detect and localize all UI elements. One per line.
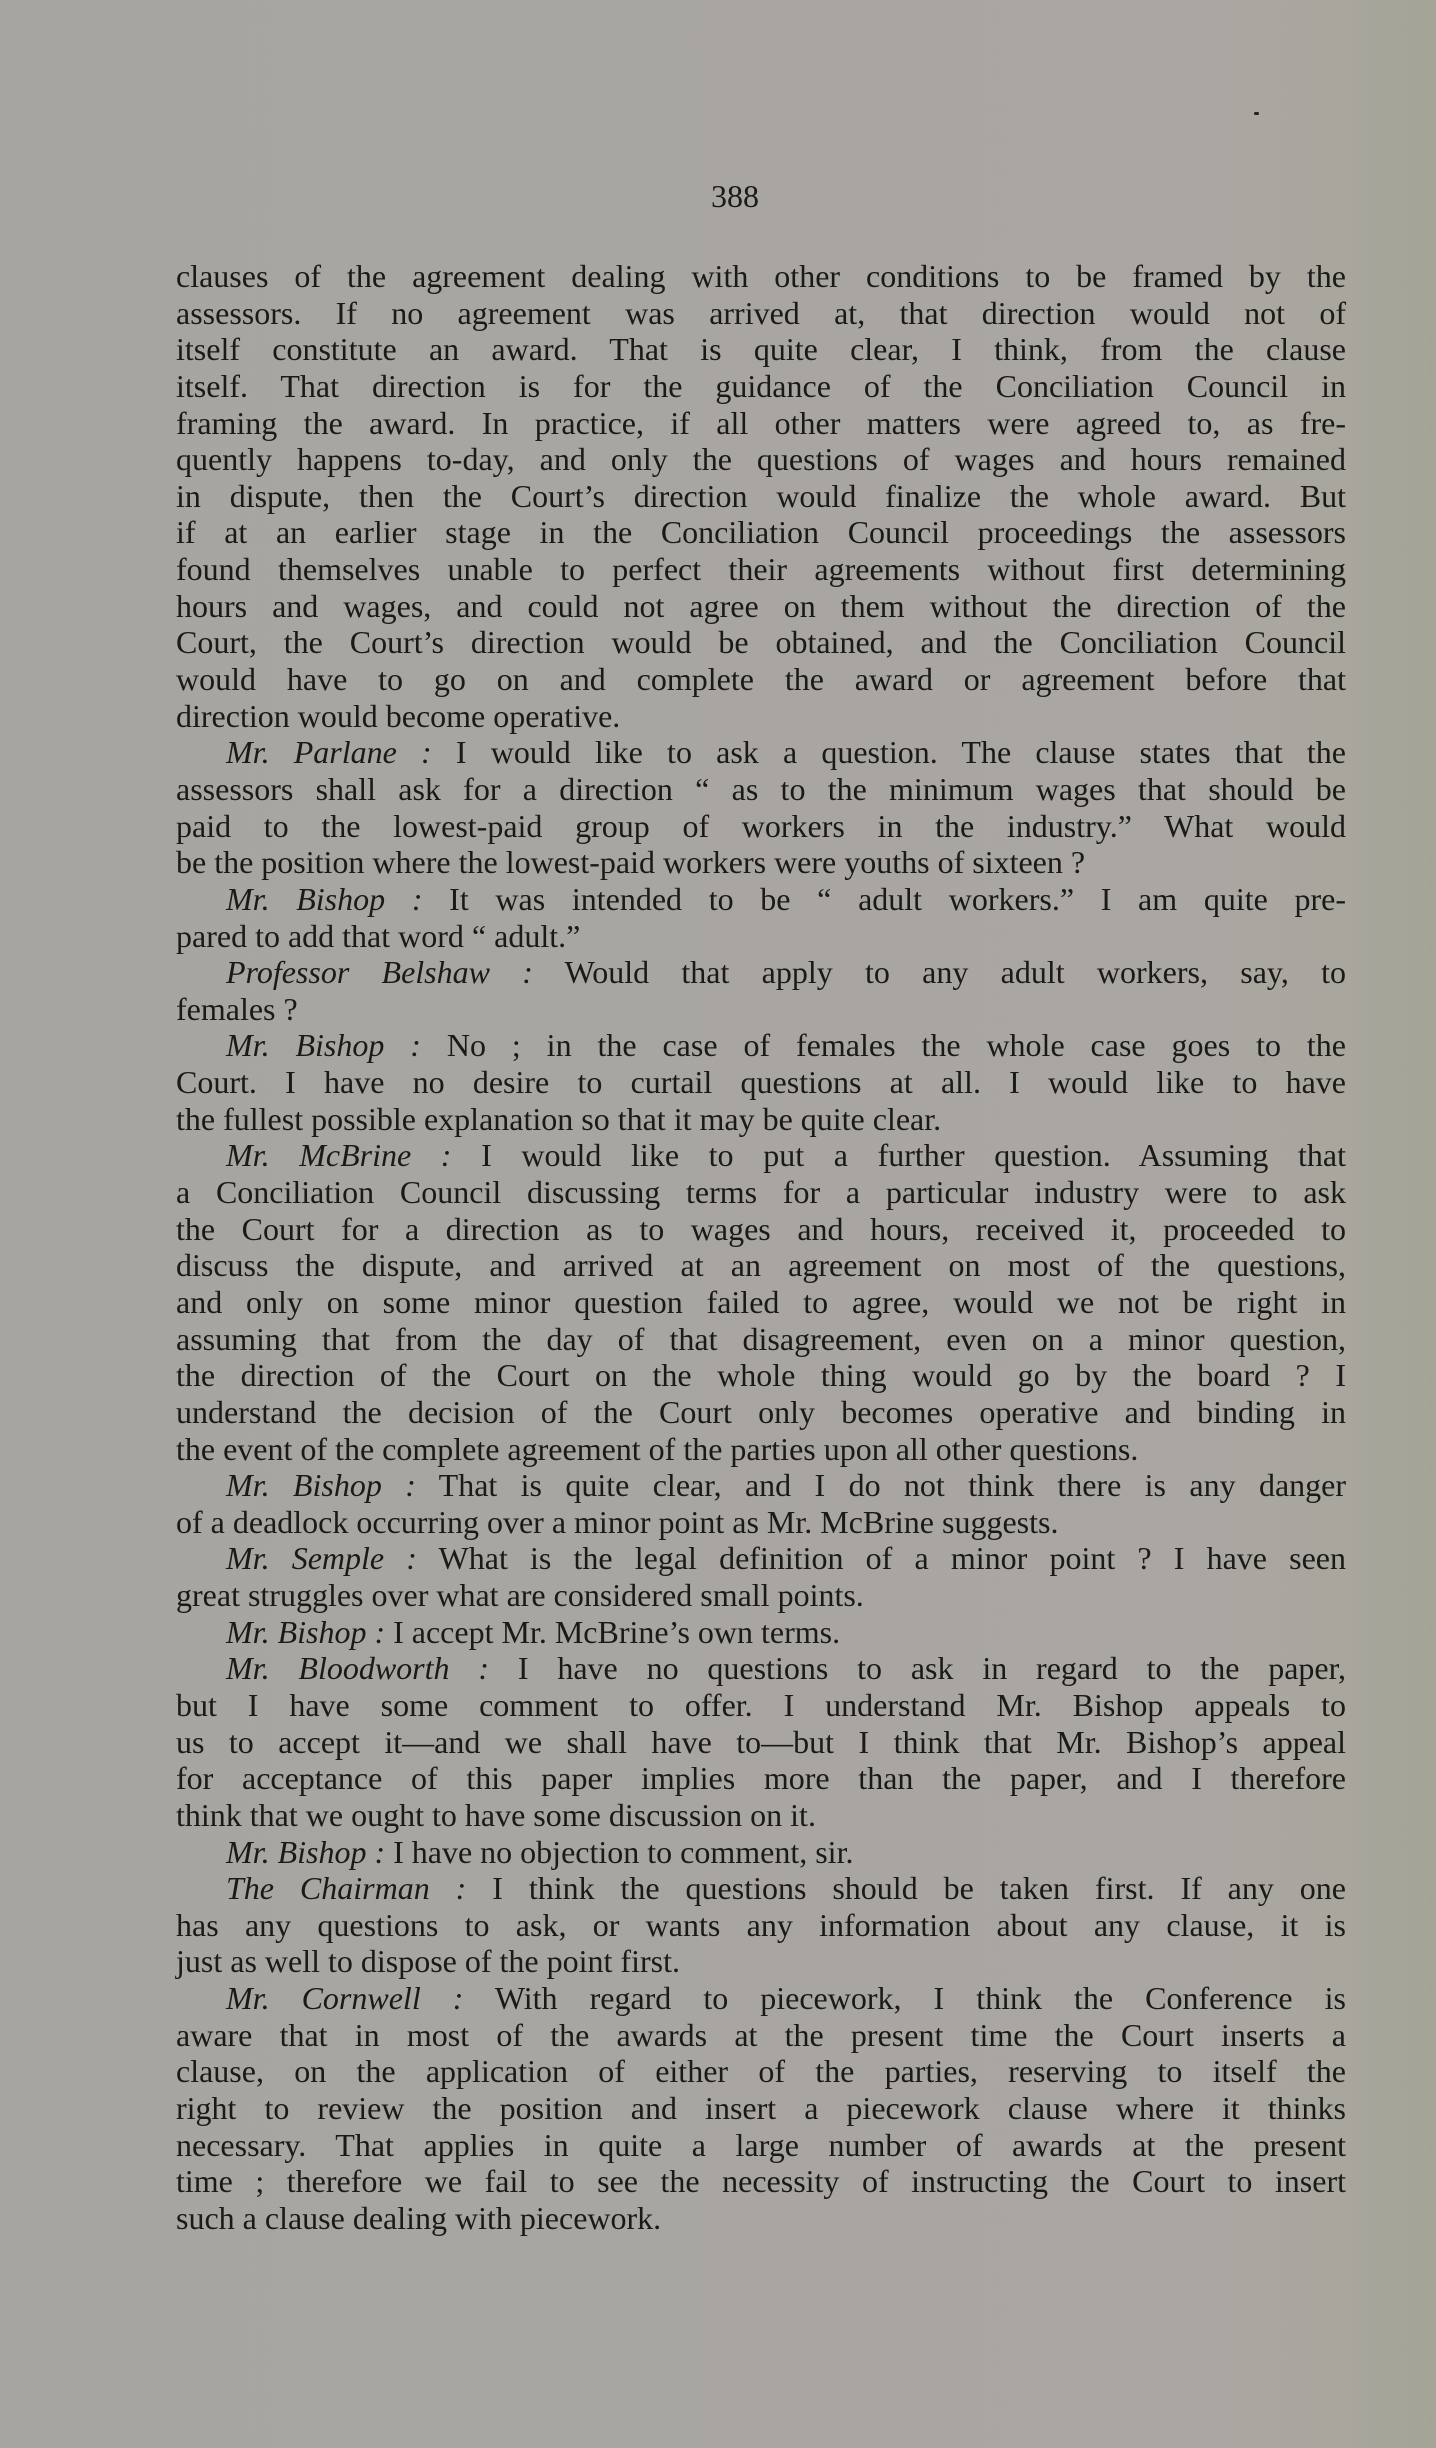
speech-paragraph (176, 1137, 1346, 1467)
text-line (176, 698, 1346, 735)
line-text: No ; in the case of females the whole case goes to the (420, 1027, 1347, 1064)
line-text: understand the decision of the Court only becomes operative and binding in (176, 1393, 1346, 1430)
line-text: the Court for a direction as to wages and hours, received it, proceeded to (176, 1210, 1346, 1247)
line-text: Court, the Court’s direction would be obtained, and the Conciliation Council (176, 624, 1346, 661)
line-text: time ; therefore we fail to see the necessity of instructing the Court to insert (176, 2163, 1346, 2200)
text-line (176, 1943, 1346, 1980)
text-line (176, 1467, 1346, 1504)
text-line (176, 771, 1346, 808)
text-line (176, 1174, 1346, 1211)
line-text: the fullest possible explanation so that it may be quite clear. (176, 1100, 942, 1137)
scan-speck (1254, 112, 1259, 115)
line-text: necessary. That applies in quite a large number of awards at the present (176, 2126, 1346, 2163)
line-text: discuss the dispute, and arrived at an agreement on most of the questions, (176, 1247, 1346, 1284)
text-line (176, 661, 1346, 698)
text-line (176, 1540, 1346, 1577)
line-text: hours and wages, and could not agree on them without the direction of the (176, 587, 1346, 624)
text-line (176, 331, 1346, 368)
speech-paragraph (176, 1980, 1346, 2236)
line-text: It was intended to be “ adult workers.” I am quite pre- (422, 880, 1347, 917)
text-line (176, 551, 1346, 588)
line-text: but I have some comment to offer. I understand Mr. Bishop appeals to (176, 1686, 1346, 1723)
line-text: a Conciliation Council discussing terms for a particular industry were to ask (176, 1174, 1346, 1211)
line-text: itself. That direction is for the guidance of the Conciliation Council in (176, 367, 1346, 404)
text-line (176, 1687, 1346, 1724)
line-text: With regard to piecework, I think the Conference is (463, 1980, 1347, 2017)
text-line (176, 2053, 1346, 2090)
text-line (176, 881, 1346, 918)
text-line (176, 1027, 1346, 1064)
line-text: Court. I have no desire to curtail questions at all. I would like to have (176, 1064, 1346, 1101)
text-line (176, 1907, 1346, 1944)
text-line (176, 1797, 1346, 1834)
speaker-name: Mr. Bishop : (226, 1467, 416, 1504)
line-text: and only on some minor question failed to agree, would we not be right in (176, 1283, 1346, 1320)
text-line (176, 1760, 1346, 1797)
text-line (176, 1394, 1346, 1431)
line-text: I accept Mr. McBrine’s own terms. (385, 1613, 841, 1650)
line-text: the event of the complete agreement of the parties upon all other questions. (176, 1430, 1139, 1467)
text-line (176, 991, 1346, 1028)
speech-paragraph (176, 881, 1346, 954)
line-text: right to review the position and insert a piecework clause where it thinks (176, 2090, 1346, 2127)
line-text: framing the award. In practice, if all other matters were agreed to, as fre- (176, 404, 1346, 441)
text-line (176, 1614, 1346, 1651)
text-line (176, 1284, 1346, 1321)
line-text: such a clause dealing with piecework. (176, 2199, 662, 2236)
text-line (176, 295, 1346, 332)
text-line (176, 1980, 1346, 2017)
speaker-name: Professor Belshaw : (226, 954, 533, 991)
text-line (176, 844, 1346, 881)
text-line (176, 405, 1346, 442)
line-text: assessors. If no agreement was arrived at, that direction would not of (176, 294, 1346, 331)
speaker-name: Mr. Bloodworth : (226, 1650, 490, 1687)
line-text: pared to add that word “ adult.” (176, 917, 581, 954)
line-text: clause, on the application of either of the parties, reserving to itself the (176, 2053, 1346, 2090)
line-text: just as well to dispose of the point first. (176, 1943, 680, 1980)
text-line (176, 1064, 1346, 1101)
line-text: females ? (176, 990, 298, 1027)
page-number: 388 (711, 178, 759, 214)
line-text: I think the questions should be taken first. If any one (466, 1870, 1347, 1907)
text-line (176, 1211, 1346, 1248)
line-text: the direction of the Court on the whole thing would go by the board ? I (176, 1357, 1346, 1394)
line-text: assessors shall ask for a direction “ as to the minimum wages that should be (176, 770, 1346, 807)
speaker-name: Mr. Cornwell : (226, 1980, 464, 2017)
text-line (176, 441, 1346, 478)
line-text: That is quite clear, and I do not think there is any danger (415, 1467, 1347, 1504)
line-text: aware that in most of the awards at the present time the Court inserts a (176, 2016, 1346, 2053)
body-text (176, 258, 1346, 2237)
text-line (176, 918, 1346, 955)
text-line (176, 2090, 1346, 2127)
speaker-name: Mr. Bishop : (226, 1027, 421, 1064)
speech-paragraph (176, 1540, 1346, 1613)
text-line (176, 1321, 1346, 1358)
text-line (176, 1870, 1346, 1907)
text-line (176, 1724, 1346, 1761)
line-text: Would that apply to any adult workers, say, to (532, 954, 1347, 991)
line-text: assuming that from the day of that disagreement, even on a minor question, (176, 1320, 1346, 1357)
line-text: I have no questions to ask in regard to the paper, (489, 1650, 1347, 1687)
text-line (176, 2127, 1346, 2164)
text-line (176, 478, 1346, 515)
speech-paragraph (176, 1870, 1346, 1980)
text-line (176, 1101, 1346, 1138)
text-line (176, 734, 1346, 771)
line-text: found themselves unable to perfect their agreements without first determining (176, 551, 1346, 588)
text-line (176, 1504, 1346, 1541)
line-text: I would like to put a further question. Assuming that (451, 1137, 1346, 1174)
line-text: think that we ought to have some discussion on it. (176, 1796, 816, 1833)
speaker-name: Mr. Bishop : (226, 1833, 386, 1870)
line-text: I have no objection to comment, sir. (385, 1833, 854, 1870)
line-text: would have to go on and complete the award or agreement before that (176, 661, 1346, 698)
speaker-name: Mr. Semple : (226, 1540, 417, 1577)
text-line (176, 368, 1346, 405)
speaker-name: Mr. Bishop : (226, 880, 423, 917)
line-text: What is the legal definition of a minor point ? I have seen (416, 1540, 1347, 1577)
text-line (176, 258, 1346, 295)
line-text: direction would become operative. (176, 697, 621, 734)
speech-paragraph (176, 734, 1346, 881)
line-text: for acceptance of this paper implies more than the paper, and I therefore (176, 1760, 1346, 1797)
text-line (176, 954, 1346, 991)
text-line (176, 1577, 1346, 1614)
text-line (176, 2200, 1346, 2237)
text-line (176, 2163, 1346, 2200)
speaker-name: Mr. McBrine : (226, 1137, 452, 1174)
text-line (176, 1431, 1346, 1468)
paragraph (176, 258, 1346, 734)
text-line (176, 1247, 1346, 1284)
speech-paragraph (176, 1614, 1346, 1651)
line-text: if at an earlier stage in the Conciliation Council proceedings the assessors (176, 514, 1346, 551)
text-line (176, 588, 1346, 625)
text-line (176, 2017, 1346, 2054)
text-line (176, 1137, 1346, 1174)
line-text: quently happens to-day, and only the questions of wages and hours remained (176, 441, 1346, 478)
text-line (176, 1650, 1346, 1687)
line-text: be the position where the lowest-paid workers were youths of sixteen ? (176, 844, 1086, 881)
speech-paragraph (176, 1834, 1346, 1871)
line-text: has any questions to ask, or wants any information about any clause, it is (176, 1906, 1346, 1943)
speaker-name: The Chairman : (226, 1870, 467, 1907)
line-text: I would like to ask a question. The clause states that the (431, 734, 1347, 771)
speech-paragraph (176, 1650, 1346, 1833)
speech-paragraph (176, 954, 1346, 1027)
line-text: of a deadlock occurring over a minor point as Mr. McBrine suggests. (176, 1503, 1059, 1540)
line-text: itself constitute an award. That is quite clear, I think, from the clause (176, 331, 1346, 368)
line-text: great struggles over what are considered small points. (176, 1577, 864, 1614)
text-line (176, 624, 1346, 661)
line-text: in dispute, then the Court’s direction would finalize the whole award. But (176, 477, 1346, 514)
speech-paragraph (176, 1027, 1346, 1137)
text-line (176, 1357, 1346, 1394)
speaker-name: Mr. Bishop : (226, 1613, 386, 1650)
line-text: paid to the lowest-paid group of workers in the industry.” What would (176, 807, 1346, 844)
speaker-name: Mr. Parlane : (226, 734, 432, 771)
speech-paragraph (176, 1467, 1346, 1540)
line-text: clauses of the agreement dealing with other conditions to be framed by the (176, 258, 1346, 294)
text-line (176, 1834, 1346, 1871)
line-text: us to accept it—and we shall have to—but I think that Mr. Bishop’s appeal (176, 1723, 1346, 1760)
text-line (176, 514, 1346, 551)
text-line (176, 808, 1346, 845)
